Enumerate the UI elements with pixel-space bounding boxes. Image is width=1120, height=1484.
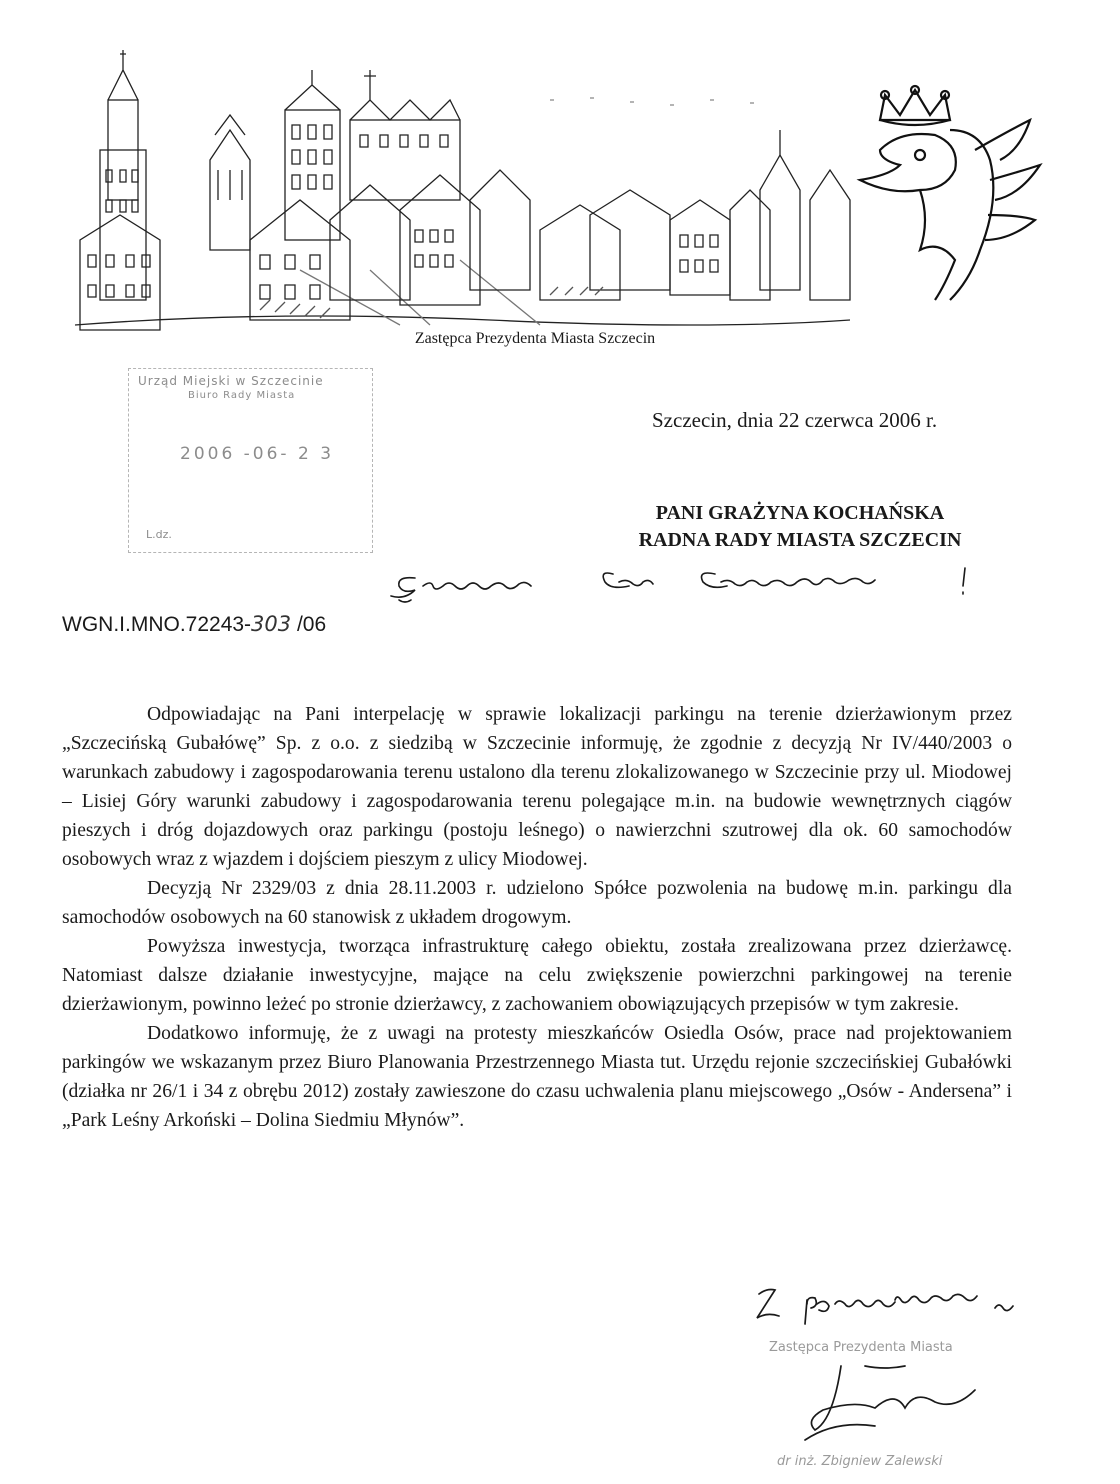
recipient-title: RADNA RADY MIASTA SZCZECIN xyxy=(638,529,962,551)
reference-prefix: WGN.I.MNO.72243- xyxy=(62,613,252,636)
city-skyline-illustration-icon xyxy=(75,50,850,330)
registry-stamp xyxy=(128,368,373,553)
signatory-title: Zastępca Prezydenta Miasta xyxy=(769,1340,953,1355)
body-paragraph-4: Dodatkowo informuję, że z uwagi na protesty mieszkańców Osiedla Osów, prace nad projektowaniem parkingów we wskazanym przez Biuro Planowania Przestrzennego Miasta tut. Urzędu rejonie szczecińskiej Gubałówki (działka nr 26/1 i 34 z obrębu 2012) zostały zawieszone do czasu uchwalenia planu miejscowego „Osów - Andersena” i „Park Leśny Arkoński – Dolina Siedmiu Młynów”. xyxy=(62,1023,1012,1131)
stamp-date: 2006 -06- 2 3 xyxy=(180,444,335,464)
body-paragraph-2: Decyzją Nr 2329/03 z dnia 28.11.2003 r. udzielono Spółce pozwolenia na budowę m.in. parkingu dla samochodów osobowych na 60 stanowisk z układem drogowym. xyxy=(62,878,1012,928)
body-paragraph-3: Powyższa inwestycja, tworząca infrastrukturę całego obiektu, została zrealizowana przez dzierżawcę. Natomiast dalsze działanie inwestycyjne, mające na celu zwiększenie powierzchni parkingowej na terenie dzierżawionym, powinno leżeć po stronie dzierżawcy, z zachowaniem obowiązujących przepisów w tym zakresie. xyxy=(62,936,1012,1015)
letterhead-illustration xyxy=(70,40,1080,340)
signature-block xyxy=(745,1270,1065,1480)
place-and-date: Szczecin, dnia 22 czerwca 2006 r. xyxy=(652,408,938,432)
body-paragraph-1: Odpowiadając na Pani interpelację w sprawie lokalizacji parkingu na terenie dzierżawionym przez „Szczecińską Gubałówę” Sp. z o.o. z siedzibą w Szczecinie informuję, że zgodnie z decyzją Nr IV/440/2003 o warunkach zabudowy i zagospodarowania terenu ustalono dla terenu zlokalizowanego w Szczecinie przy ul. Miodowej – Lisiej Góry warunki zabudowy i zagospodarowania terenu polegające m.in. na budowie wewnętrznych ciągów pieszych i dróg dojazdowych oraz parkingu (postoju leśnego) o nawierzchni szutrowej dla ok. 60 samochodów osobowych wraz z wjazdem i dojściem pieszym z ulicy Miodowej. xyxy=(62,704,1012,870)
recipient-block xyxy=(580,500,1020,554)
griffin-crest-icon xyxy=(860,86,1040,300)
stamp-register-line: L.dz. xyxy=(146,528,172,541)
signature-handwriting-icon xyxy=(745,1270,1065,1480)
reference-number xyxy=(62,612,326,637)
handwritten-salutation xyxy=(385,560,985,610)
signatory-name: dr inż. Zbigniew Zalewski xyxy=(777,1454,943,1469)
reference-handwritten-number: 303 xyxy=(251,612,292,636)
recipient-name: PANI GRAŻYNA KOCHAŃSKA xyxy=(655,502,945,524)
letter-body xyxy=(62,700,1012,1135)
salutation-handwriting-icon xyxy=(385,560,985,610)
stamp-office-line: Urząd Miejski w Szczecinie xyxy=(138,374,324,388)
reference-suffix: /06 xyxy=(291,613,327,636)
stamp-department-line: Biuro Rady Miasta xyxy=(188,390,296,401)
office-title: Zastępca Prezydenta Miasta Szczecin xyxy=(414,330,656,347)
